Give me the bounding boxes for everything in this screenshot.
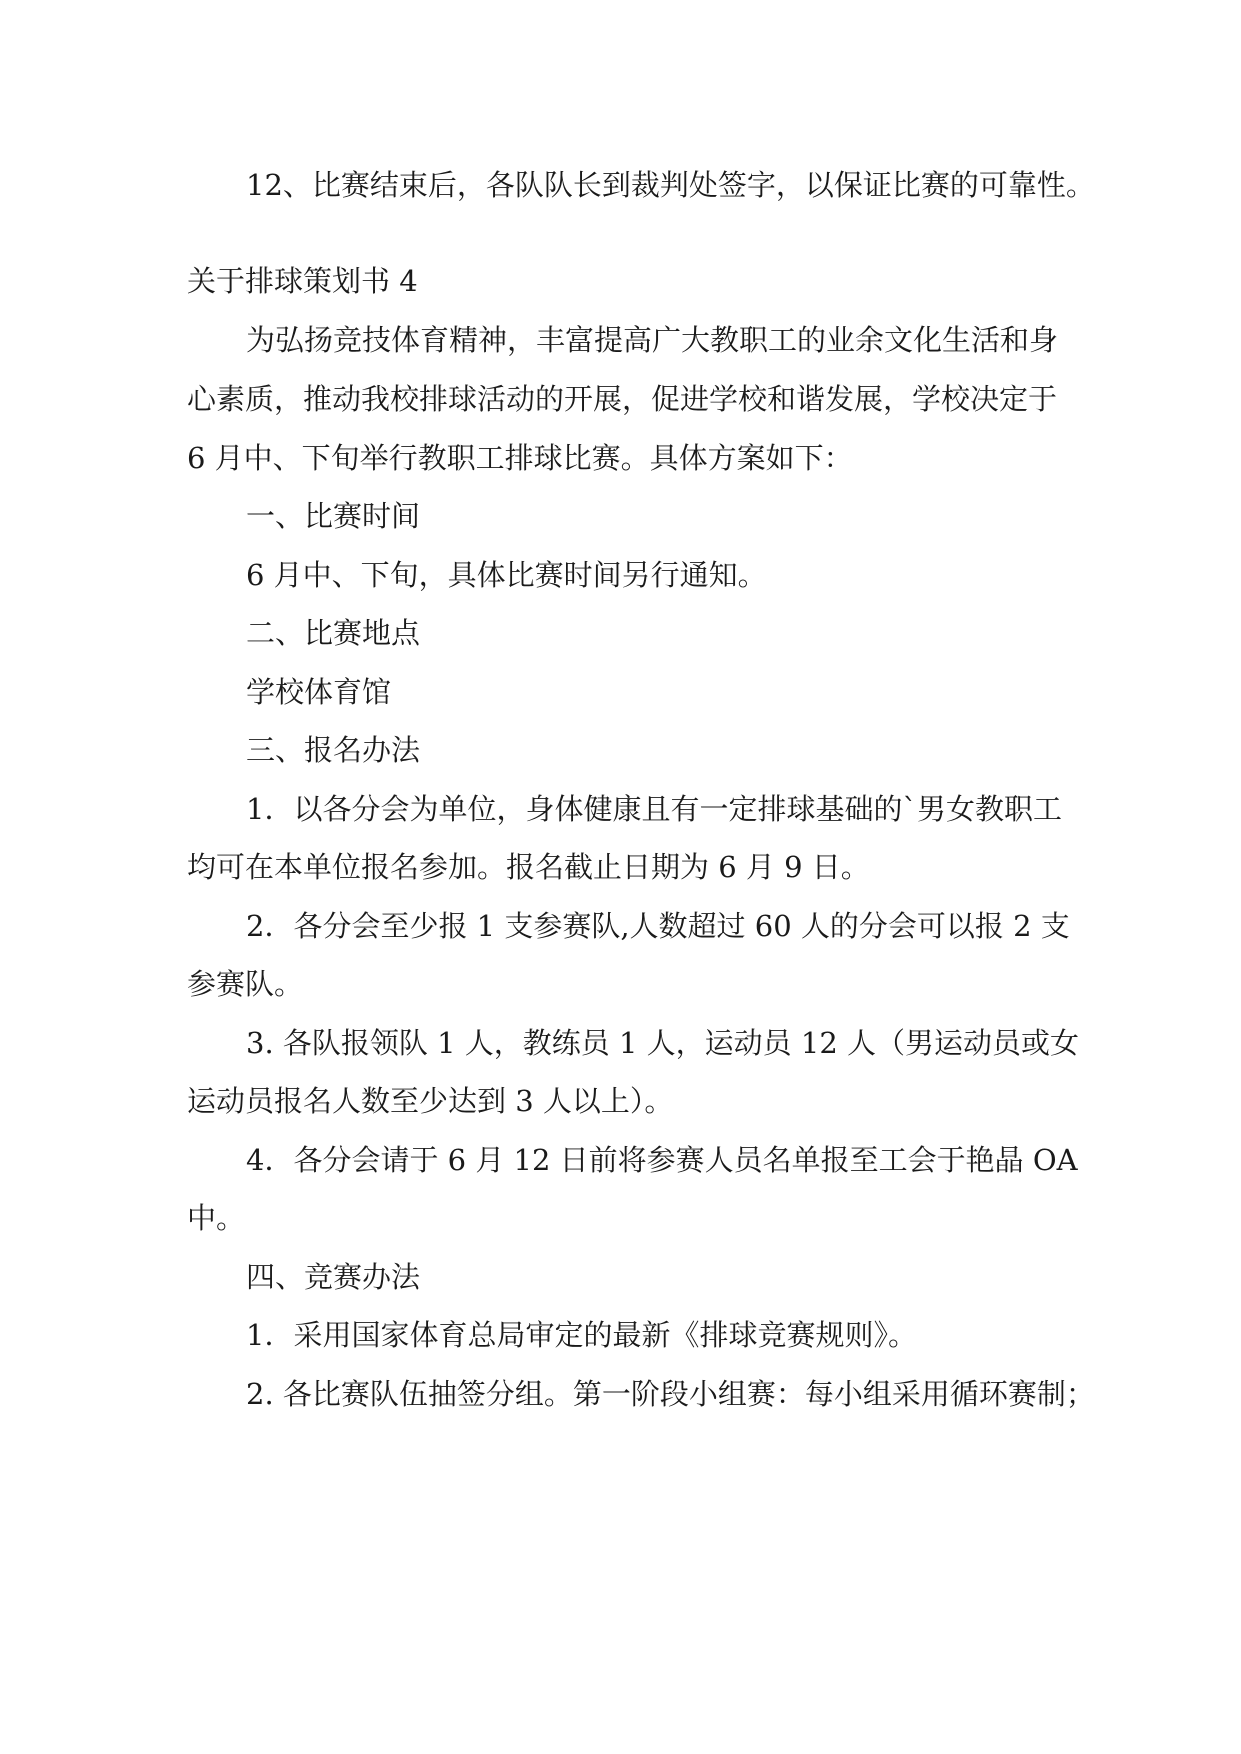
registration-item-4-line-2: 中。	[187, 1201, 246, 1235]
venue-text: 学校体育馆	[246, 675, 392, 709]
heading-competition: 四、竞赛办法	[246, 1260, 421, 1294]
competition-item-1: 1．采用国家体育总局审定的最新《排球竞赛规则》。	[246, 1318, 917, 1352]
registration-item-1-line-1: 1．以各分会为单位，身体健康且有一定排球基础的`男女教职工	[246, 792, 1062, 826]
rule-item-12: 12、比赛结束后，各队队长到裁判处签字，以保证比赛的可靠性。	[246, 168, 1095, 202]
section-title: 关于排球策划书 4	[187, 264, 418, 298]
registration-item-2-line-2: 参赛队。	[187, 967, 304, 1001]
registration-item-2-line-1: 2．各分会至少报 1 支参赛队,人数超过 60 人的分会可以报 2 支	[246, 909, 1070, 943]
heading-venue: 二、比赛地点	[246, 616, 421, 650]
registration-item-1-line-2: 均可在本单位报名参加。报名截止日期为 6 月 9 日。	[187, 850, 870, 884]
registration-item-3-line-2: 运动员报名人数至少达到 3 人以上）。	[187, 1084, 674, 1118]
heading-registration: 三、报名办法	[246, 733, 421, 767]
registration-item-4-line-1: 4．各分会请于 6 月 12 日前将参赛人员名单报至工会于艳晶 OA	[246, 1143, 1078, 1177]
registration-item-3-line-1: 3. 各队报领队 1 人，教练员 1 人，运动员 12 人（男运动员或女	[246, 1026, 1080, 1060]
time-text: 6 月中、下旬，具体比赛时间另行通知。	[246, 558, 767, 592]
intro-line-2: 心素质，推动我校排球活动的开展，促进学校和谐发展，学校决定于	[187, 382, 1058, 416]
competition-item-2: 2. 各比赛队伍抽签分组。第一阶段小组赛：每小组采用循环赛制；	[246, 1377, 1095, 1411]
intro-line-3: 6 月中、下旬举行教职工排球比赛。具体方案如下：	[187, 441, 853, 475]
heading-time: 一、比赛时间	[246, 499, 421, 533]
intro-line-1: 为弘扬竞技体育精神，丰富提高广大教职工的业余文化生活和身	[246, 323, 1059, 357]
